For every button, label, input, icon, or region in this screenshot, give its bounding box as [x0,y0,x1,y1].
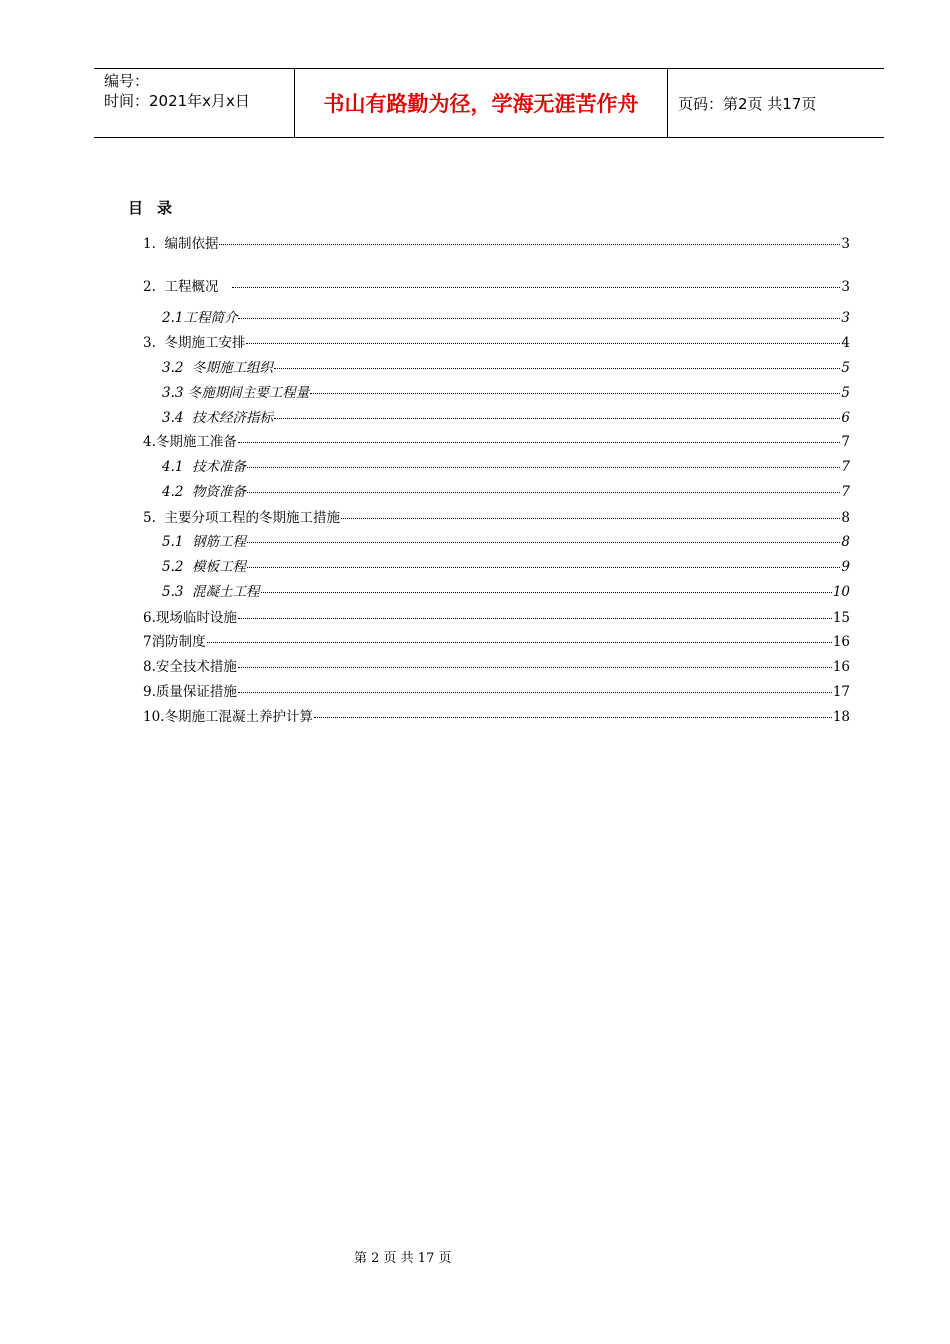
header-motto: 书山有路勤为径，学海无涯苦作舟 [295,69,668,137]
toc-entry-label: 3.4 技术经济指标 [162,410,274,426]
toc-entry-label: 8.安全技术措施 [143,659,237,675]
toc-leader-dots [261,592,832,593]
toc-leader-dots [247,542,840,543]
toc-entry[interactable] [143,680,850,700]
toc-entry[interactable] [162,480,850,500]
toc-entry[interactable] [162,356,850,376]
toc-entry-page: 17 [832,684,850,700]
toc-entry-page: 8 [841,534,850,550]
toc-entry-page: 5 [841,385,850,401]
toc-leader-dots [238,692,832,693]
toc-entry[interactable] [162,455,850,475]
toc-entry-page: 3 [841,236,850,252]
header-meta [94,69,295,137]
toc-leader-dots [274,418,840,419]
toc-leader-dots [314,717,832,718]
toc-entry-label: 3. 冬期施工安排 [143,335,246,351]
toc-title: 目录 [128,199,187,217]
toc-entry-label: 5.3 混凝土工程 [162,584,260,600]
toc-entry-page: 16 [832,659,850,675]
toc-entry[interactable] [143,655,850,675]
toc-entry[interactable] [143,430,850,450]
toc-leader-dots [246,343,840,344]
toc-leader-dots [207,642,832,643]
toc-entry[interactable] [162,555,850,575]
toc-entry-label: 9.质量保证措施 [143,684,237,700]
toc-leader-dots [219,244,840,245]
toc-entry-page: 16 [832,634,850,650]
toc-entry-label: 3.3 冬施期间主要工程量 [162,385,310,401]
toc-entry-label: 1. 编制依据 [143,236,219,252]
toc-entry-page: 8 [841,510,850,526]
toc-entry-page: 5 [841,360,850,376]
toc-leader-dots [238,667,832,668]
toc-entry[interactable] [143,606,850,626]
toc-leader-dots [247,492,840,493]
toc-entry-label: 7消防制度 [143,634,206,650]
toc-entry-page: 7 [841,459,850,475]
toc-entry-page: 3 [841,279,850,295]
document-number-label: 编号： [104,72,150,90]
toc-leader-dots [238,442,841,443]
toc-entry-label: 4.2 物资准备 [162,484,247,500]
toc-entry[interactable] [143,331,850,351]
toc-entry-label: 4.1 技术准备 [162,459,247,475]
toc-entry-label: 4.冬期施工准备 [143,434,237,450]
toc-entry-label: 2.1工程简介 [162,310,238,326]
toc-entry-page: 18 [832,709,850,725]
toc-entry-page: 4 [841,335,850,351]
toc-leader-dots [310,393,840,394]
toc-entry[interactable] [162,406,850,426]
toc-entry-label: 5.2 模板工程 [162,559,247,575]
toc-leader-dots [232,287,840,288]
toc-entry[interactable] [162,530,850,550]
toc-entry-label: 10.冬期施工混凝土养护计算 [143,709,313,725]
toc-entry[interactable] [162,381,850,401]
toc-entry-label: 5.1 钢筋工程 [162,534,247,550]
toc-leader-dots [341,518,840,519]
document-time-label: 时间：2021年x月x日 [104,92,250,110]
toc-entry-label: 3.2 冬期施工组织 [162,360,274,376]
toc-entry-label: 2. 工程概况 [143,279,232,295]
toc-entry-page: 7 [841,434,850,450]
toc-entry-page: 10 [832,584,850,600]
toc-entry[interactable] [162,580,850,600]
header-page-info: 页码：第2页 共17页 [678,94,817,113]
toc-leader-dots [274,368,840,369]
toc-entry[interactable] [143,630,850,650]
toc-entry[interactable] [143,275,850,295]
toc-entry-page: 15 [832,610,850,626]
toc-entry-label: 6.现场临时设施 [143,610,237,626]
toc-entry-page: 3 [841,310,850,326]
page-header [94,68,884,138]
toc-leader-dots [247,467,840,468]
toc-entry[interactable] [143,506,850,526]
toc-entry-page: 7 [841,484,850,500]
toc-leader-dots [238,318,840,319]
toc-leader-dots [247,567,840,568]
toc-entry[interactable] [162,306,850,326]
toc-leader-dots [238,618,832,619]
toc-entry[interactable] [143,705,850,725]
toc-entry-page: 6 [841,410,850,426]
toc-entry[interactable] [143,232,850,252]
page-footer: 第 2 页 共 17 页 [354,1251,452,1266]
toc-entry-label: 5. 主要分项工程的冬期施工措施 [143,510,340,526]
toc-entry-page: 9 [841,559,850,575]
